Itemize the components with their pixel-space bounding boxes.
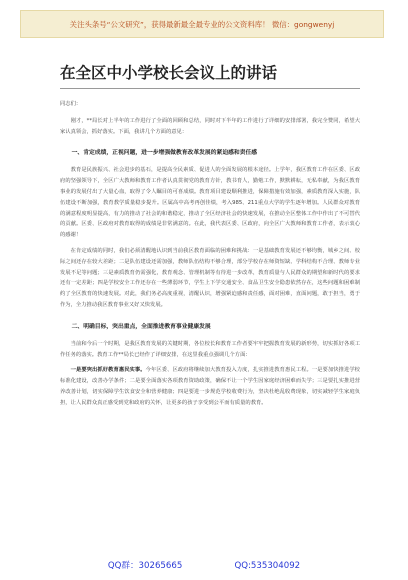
contact-footer [0,553,408,572]
promo-banner-text: 关注头条号“公文研究”，获得最新最全最专业的公文资料库！ 微信：gongwenyj [69,19,335,29]
section-2-lead-phrase: 一是要突出抓好教育惠民实事。 [70,367,146,374]
document-page [60,62,360,414]
section-2-heading: 二、明确目标，突出重点，全面推进教育事业健康发展 [71,323,211,330]
section-2-paragraph-2 [60,365,360,408]
title-divider [60,88,360,89]
section-1-paragraph-2: 在肯定成绩的同时，我们必须清醒地认识到当前我区教育面临的困难和挑战：一是基础教育发展还不够均衡，城乡之间、校际之间还存在较大差距；二是队伍建设还需加强，教师队伍结构不够合理，部分学校存在师资短缺、学科结构不合理、教师专业发展不足等问题；三是素质教育仍需强化，教育观念、管理机制等有待进一步改革，教育质量与人民群众的期望和新时代的要求还有一定差距；四是学校安全工作还存在一些薄弱环节，学生上下学交通安全、食品卫生安全隐患依然存在，这些问题和困难制约了全区教育的快速发展。对此，我们务必高度重视，清醒认识，增强紧迫感和责任感，面对困难，直面问题，敢于担当，勇于作为，全力推动我区教育事业又好又快发展。 [60,247,360,308]
qq-label: QQ:535304092 [234,561,301,571]
section-1-heading: 一、肯定成绩，正视问题，进一步增强做教育改革发展的紧迫感和责任感 [71,150,258,157]
section-2-paragraph-1: 当前和今后一个时期，是我区教育发展的关键时期，各位校长和教育工作者要牢牢把握教育发展的新形势，切实抓好各项工作任务的落实。教育工作**局长已经作了详细安排，在这里我重点强调几个方面： [60,340,360,358]
section-1-paragraph-1: 教育是民族振兴、社会进步的基石，是提高全民素质、促进人的全面发展的根本途径。上学年，我区教育工作在区委、区政府的坚强领导下，全区广大教师和教育工作者认真贯彻党的教育方针，教书育人，勤勉工作，默默耕耘，无私奉献，为我区教育事业的发展付出了大量心血，取得了令人瞩目的可喜成绩。教育项目建设顺利推进，保障措施有效加强，素质教育深入实施，队伍建设不断加强，教育教学质量稳步提升。区属高中高考再创佳绩，考入985、211重点大学的学生逐年增加。人民群众对教育的满意程度明显提高，有力的推动了社会的和谐稳定，推动了全区经济社会的快速发展，在推动全区整体工作中作出了不可替代的贡献。区委、区政府对教育取得的成绩是非常满意的。在此，我代表区委、区政府，向全区广大教师和教育工作者，表示衷心的感谢！ [60,167,360,239]
qq-group-label: QQ群：30265665 [107,561,183,571]
section-2-paragraph-2-body: 今年区委、区政府将继续加大教育投入力度，扎实推进教育惠民工程。一是要加快推进学校标准化建设，改善办学条件；二是要全面落实各项教育资助政策，确保不让一个学生因家庭经济困难而失学；三是要扎实推进营养改善计划，切实保障学生饮食安全和营养健康；四是要进一步规范学校收费行为，坚决杜绝乱收费现象，切实减轻学生家庭负担，让人民群众真正感受到党和政府的关怀，让更多的孩子享受到公平而有质量的教育。 [60,367,360,406]
promo-banner[interactable] [20,10,384,38]
document-title: 在全区中小学校长会议上的讲话 [60,64,278,82]
greeting: 同志们： [60,101,82,107]
intro-paragraph: 刚才，**局长对上半年的工作进行了全面的回顾和总结，同时对下半年的工作进行了详细的安排部署，我完全赞同，希望大家认真领会，抓好落实。下面，我讲几个方面的意见： [60,117,360,135]
